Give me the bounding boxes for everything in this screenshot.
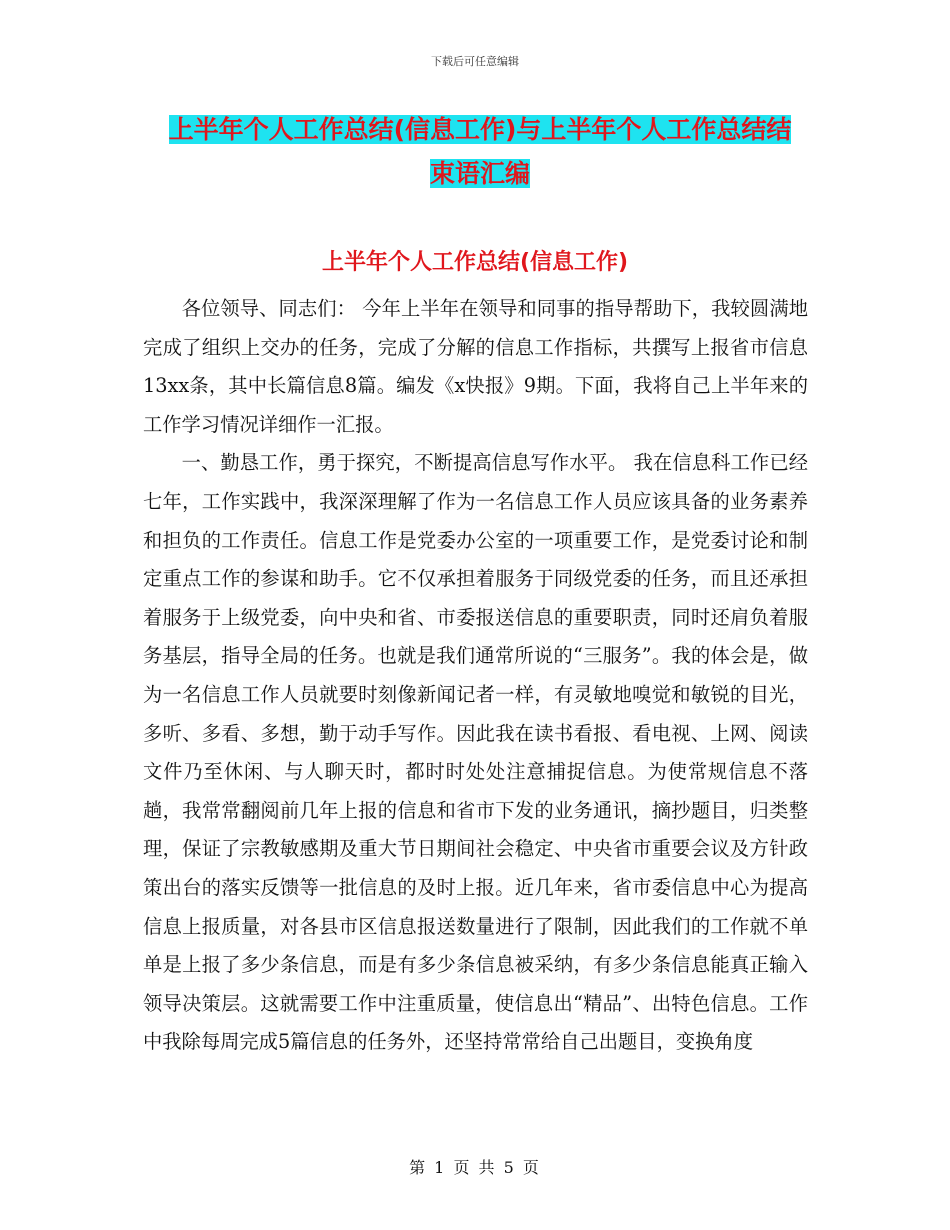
page-footer: 第 1 页 共 5 页 — [409, 1158, 541, 1177]
document-title-text: 上半年个人工作总结(信息工作)与上半年个人工作总结结束语汇编 — [168, 115, 792, 188]
paragraph-one: 一、勤恳工作，勇于探究，不断提高信息写作水平。 我在信息科工作已经七年，工作实践中，我深深理解了作为一名信息工作人员应该具备的业务素养和担负的工作责任。信息工作是党委办公室的一项重要工作，是党委讨论和制定重点工作的参谋和助手。它不仅承担着服务于同级党委的任务，而且还承担着服务于上级党委，向中央和省、市委报送信息的重要职责，同时还肩负着服务基层，指导全局的任务。也就是我们通常所说的“三服务”。我的体会是，做为一名信息工作人员就要时刻像新闻记者一样，有灵敏地嗅觉和敏锐的目光，多听、多看、多想，勤于动手写作。因此我在读书看报、看电视、上网、阅读文件乃至休闲、与人聊天时，都时时处处注意捕捉信息。为使常规信息不落趟，我常常翻阅前几年上报的信息和省市下发的业务通讯，摘抄题目，归类整理，保证了宗教敏感期及重大节日期间社会稳定、中央省市重要会议及方针政策出台的落实反馈等一批信息的及时上报。近几年来，省市委信息中心为提高信息上报质量，对各县市区信息报送数量进行了限制，因此我们的工作就不单单是上报了多少条信息，而是有多少条信息被采纳，有多少条信息能真正输入领导决策层。这就需要工作中注重质量，使信息出“精品”、出特色信息。工作中我除每周完成5篇信息的任务外，还坚持常常给自己出题目，变换角度 — [143, 451, 808, 1054]
body-text — [143, 290, 808, 1062]
section-title: 上半年个人工作总结(信息工作) — [321, 250, 629, 275]
document-title — [160, 108, 800, 196]
header-note: 下载后可任意编辑 — [431, 55, 519, 68]
paragraph-intro: 各位领导、同志们： 今年上半年在领导和同事的指导帮助下，我较圆满地完成了组织上交办的任务，完成了分解的信息工作指标，共撰写上报省市信息13xx条，其中长篇信息8篇。编发《x快报》9期。下面，我将自己上半年来的工作学习情况详细作一汇报。 — [143, 297, 808, 436]
